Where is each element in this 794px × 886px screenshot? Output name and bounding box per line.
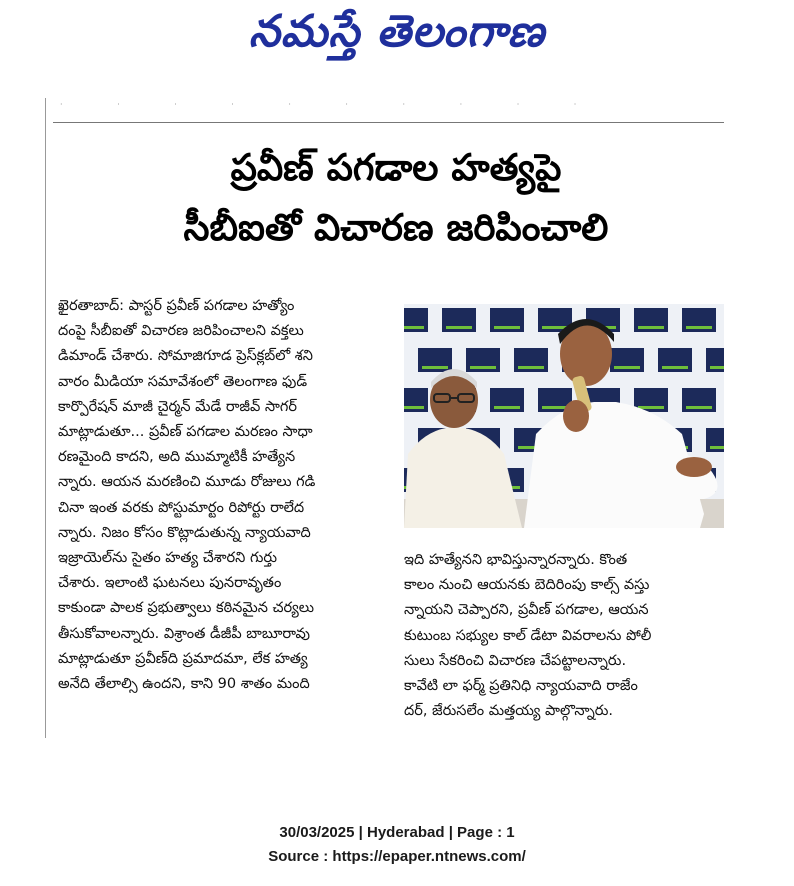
- press-conference-photo: [404, 304, 724, 528]
- masthead: [0, 6, 794, 68]
- backdrop-logo: [610, 348, 644, 372]
- article-line: అనేది తేలాల్సి ఉందని, కాని 90 శాతం మంది: [58, 676, 310, 693]
- backdrop-logo: [706, 428, 724, 452]
- backdrop-logo: [466, 348, 500, 372]
- article-line: కావేటి లా ఫర్మ్ ప్రతినిధి న్యాయవాది రాజేం: [404, 678, 638, 695]
- backdrop-logo: [404, 388, 428, 412]
- backdrop-logo: [706, 348, 724, 372]
- article-line: సులు సేకరించి విచారణ చేపట్టాలన్నారు.: [404, 652, 627, 669]
- article-line: వారం మీడియా సమావేశంలో తెలంగాణ ఫుడ్: [58, 373, 308, 390]
- article-line: దంపై సీబీఐతో విచారణ జరిపించాలని వక్తలు: [58, 323, 304, 340]
- headline-line-1: ప్రవీణ్ పగడాల హత్యపై: [230, 146, 562, 189]
- article-line: కాకుండా పాలక ప్రభుత్వాలు కఠినమైన చర్యలు: [58, 600, 315, 617]
- article-line: దర్, జేరుసలేం మత్తయ్య పాల్గొన్నారు.: [404, 703, 613, 720]
- article-line: చేశారు. ఇలాంటి ఘటనలు పునరావృతం: [58, 575, 282, 592]
- backdrop-logo: [514, 348, 548, 372]
- backdrop-logo: [404, 308, 428, 332]
- footer-source-line: Source : https://epaper.ntnews.com/: [268, 848, 526, 865]
- article-line: కార్పొరేషన్ మాజీ చైర్మన్ మేడే రాజీవ్ సాగర్: [58, 398, 297, 415]
- article-line: కాలం నుంచి ఆయనకు బెదిరింపు కాల్స్ వస్తు: [404, 577, 650, 594]
- headline: [60, 138, 732, 258]
- backdrop-logo: [442, 308, 476, 332]
- dotted-divider: · · · · · · · · · ·: [60, 100, 603, 109]
- photo-illustration: [404, 304, 724, 528]
- article-line: ఇజ్రాయెల్‌ను సైతం హత్య చేశారని గుర్తు: [58, 550, 278, 567]
- article-line: తీసుకోవాలన్నారు. విశ్రాంత డీజీపీ బాబూరావు: [58, 625, 310, 642]
- article-line: ఇది హత్యేనని భావిస్తున్నారన్నారు. కొంత: [404, 552, 628, 568]
- backdrop-logo: [682, 388, 716, 412]
- newspaper-logo: నమస్తే తెలంగాణ: [248, 6, 546, 57]
- backdrop-logo: [682, 308, 716, 332]
- column-rule: [45, 98, 46, 738]
- article-line: మాట్లాడుతూ... ప్రవీణ్ పగడాల మరణం సాధా: [58, 424, 313, 441]
- article-line: న్నారు. ఆయన మరణించి మూడు రోజులు గడి: [58, 474, 316, 491]
- article-line: న్నాయని చెప్పారని, ప్రవీణ్ పగడాల, ఆయన: [404, 602, 649, 619]
- article-line: డిమాండ్ చేశారు. సోమాజిగూడ ప్రెస్‌క్లబ్‌లో శని: [58, 348, 313, 365]
- article-left-column: [58, 294, 368, 697]
- backdrop-logo: [418, 348, 452, 372]
- article-line: కుటుంబ సభ్యుల కాల్ డేటా వివరాలను పోలీ: [404, 627, 652, 644]
- backdrop-logo: [658, 348, 692, 372]
- backdrop-logo: [490, 388, 524, 412]
- headline-line-2: సీబీఐతో విచారణ జరిపించాలి: [183, 206, 609, 249]
- article-line: రణమైంది కాదని, అది ముమ్మాటికీ హత్యేన: [58, 449, 296, 466]
- article-right-column: [404, 548, 722, 724]
- footer-date-line: 30/03/2025 | Hyderabad | Page : 1: [279, 824, 515, 841]
- top-divider: [53, 122, 724, 123]
- backdrop-logo: [634, 308, 668, 332]
- article-line: చినా ఇంత వరకు పోస్టుమార్టం రిపోర్టు రాలేద: [58, 499, 305, 516]
- backdrop-logo: [490, 308, 524, 332]
- article-line: ఖైరతాబాద్: పాస్టర్ ప్రవీణ్ పగడాల హత్యోం: [58, 298, 295, 314]
- article-line: న్నారు. నిజం కోసం కొట్లాడుతున్న న్యాయవాది: [58, 524, 311, 541]
- article-line: మాట్లాడుతూ ప్రవీణ్‌ది ప్రమాదమా, లేక హత్య: [58, 650, 308, 667]
